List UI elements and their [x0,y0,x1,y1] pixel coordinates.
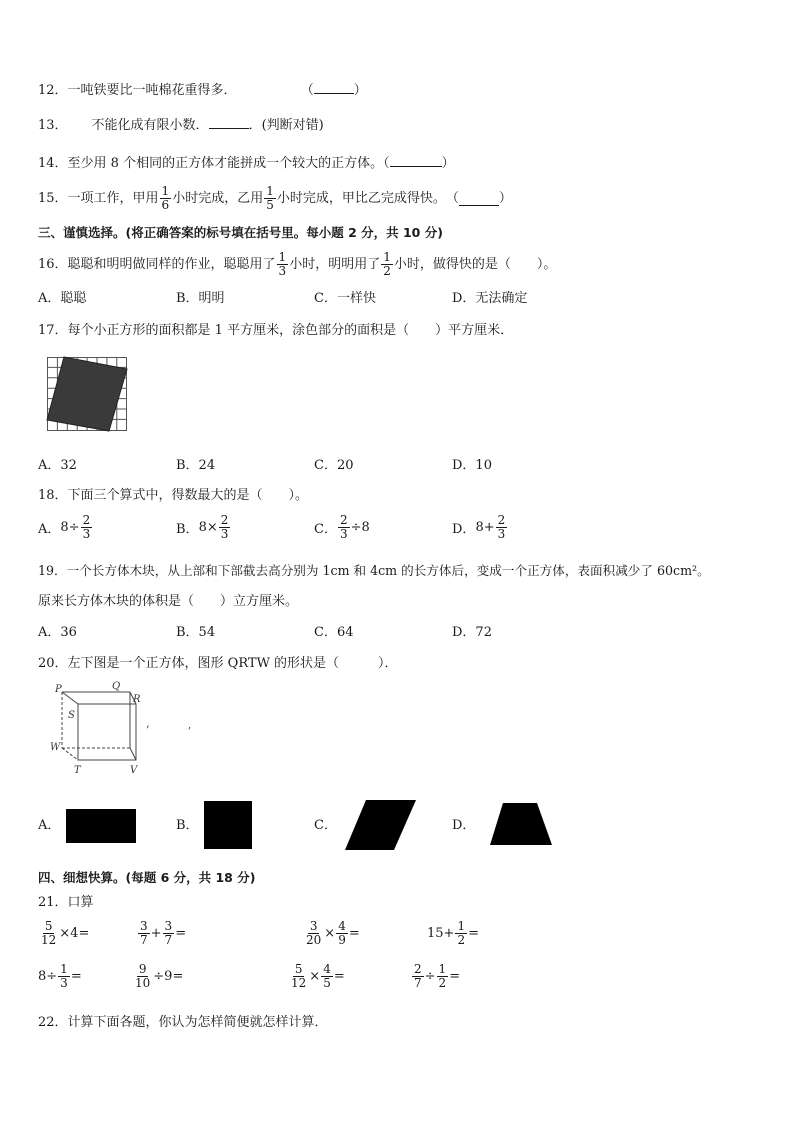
question-22: 22．计算下面各题，你认为怎样简便就怎样计算． [38,1015,328,1030]
section-4-title: 四、细想快算。(每题 6 分，共 18 分) [38,870,256,885]
answer-blank-12[interactable] [314,93,354,94]
rectangle-shape[interactable] [66,809,136,843]
parallelogram-shape[interactable] [344,799,418,851]
calc-item: $\frac{5}{12}$ × $\frac{4}{5}$ = [291,962,345,990]
vertex-label: W [50,742,61,753]
option-19-a[interactable]: A．36 [38,625,77,640]
option-18-a[interactable]: A． 8÷ $\frac{2}{3}$ [38,513,91,541]
fraction: $\frac{1}{3}$ [278,250,287,278]
question-16: 16．聪聪和明明做同样的作业，聪聪用了 $\frac{1}{3}$ 小时，明明用了 $\frac{1}{2}$ 小时，做得快的是（ ）。 [38,250,557,278]
answer-blank-15[interactable] [459,191,499,206]
option-17-a[interactable]: A．32 [38,458,77,473]
option-19-b[interactable]: B．54 [176,625,216,640]
answer-blank-13[interactable] [209,128,249,129]
question-19-line2: 原来长方体木块的体积是（ ）立方厘米。 [38,594,299,609]
vertex-label: S [68,710,75,721]
square-shape[interactable] [204,801,252,849]
calc-item: 15+ $\frac{1}{2}$ = [427,919,479,947]
calc-item: $\frac{3}{20}$ × $\frac{4}{9}$ = [306,919,360,947]
svg-text:,: , [188,720,192,731]
question-15: 15．一项工作，甲用 $\frac{1}{6}$ 小时完成，乙用 $\frac{1}{5}$ 小时完成，甲比乙完成得快。 （ ） [38,184,512,212]
fraction: $\frac{1}{2}$ [383,250,391,278]
option-16-d[interactable]: D．无法确定 [452,291,528,306]
calc-item: $\frac{9}{10}$ ÷9= [135,962,184,990]
calc-item: $\frac{5}{12}$ ×4= [41,919,90,947]
option-17-d[interactable]: D．10 [452,458,492,473]
option-19-c[interactable]: C．64 [314,625,354,640]
cube-figure [40,680,192,780]
option-16-a[interactable]: A．聪聪 [38,291,87,306]
question-18: 18．下面三个算式中，得数最大的是（ ）。 [38,488,309,503]
trapezoid-shape[interactable] [489,802,553,846]
option-19-d[interactable]: D．72 [452,625,492,640]
vertex-label: R [133,694,141,705]
vertex-label: T [74,765,81,776]
option-20-a[interactable]: A． [38,818,61,833]
option-18-b[interactable]: B． 8× $\frac{2}{3}$ [176,513,229,541]
question-17: 17．每个小正方形的面积都是 1 平方厘米，涂色部分的面积是（ ）平方厘米． [38,323,514,338]
fraction: $\frac{1}{6}$ [161,184,170,212]
grid-figure [47,357,127,431]
section-3-title: 三、谨慎选择。(将正确答案的标号填在括号里。每小题 2 分，共 10 分) [38,225,443,240]
option-17-b[interactable]: B．24 [176,458,216,473]
option-16-c[interactable]: C．一样快 [314,291,376,306]
option-16-b[interactable]: B．明明 [176,291,225,306]
option-20-b[interactable]: B． [176,818,199,833]
calc-item: $\frac{3}{7}$ + $\frac{3}{7}$ = [140,919,187,947]
question-21: 21．口算 [38,895,94,910]
vertex-label: P [55,684,62,695]
option-18-c[interactable]: C． $\frac{2}{3}$ ÷8 [314,513,370,541]
calc-item: $\frac{2}{7}$ ÷ $\frac{1}{2}$ = [414,962,461,990]
question-19-line1: 19．一个长方体木块，从上部和下部截去高分别为 1cm 和 4cm 的长方体后，变成一个正方体，表面积减少了 60cm²。 [38,563,710,578]
option-18-d[interactable]: D． 8+ $\frac{2}{3}$ [452,513,506,541]
fraction: $\frac{1}{5}$ [266,184,274,212]
option-17-c[interactable]: C．20 [314,458,354,473]
option-20-c[interactable]: C． [314,818,337,833]
vertex-label: V [130,765,138,776]
question-14: 14．至少用 8 个相同的正方体才能拼成一个较大的正方体。（ ） [38,156,455,171]
option-20-d[interactable]: D． [452,818,476,833]
calc-item: 8÷ $\frac{1}{3}$ = [38,962,82,990]
question-12: 12．一吨铁要比一吨棉花重得多． （ ） [38,83,367,98]
question-13: 13． 不能化成有限小数． ．(判断对错) [38,118,324,133]
answer-blank-14[interactable] [390,166,442,167]
question-20: 20．左下图是一个正方体，图形 QRTW 的形状是（ ）． [38,656,398,671]
vertex-label: Q [112,681,121,692]
